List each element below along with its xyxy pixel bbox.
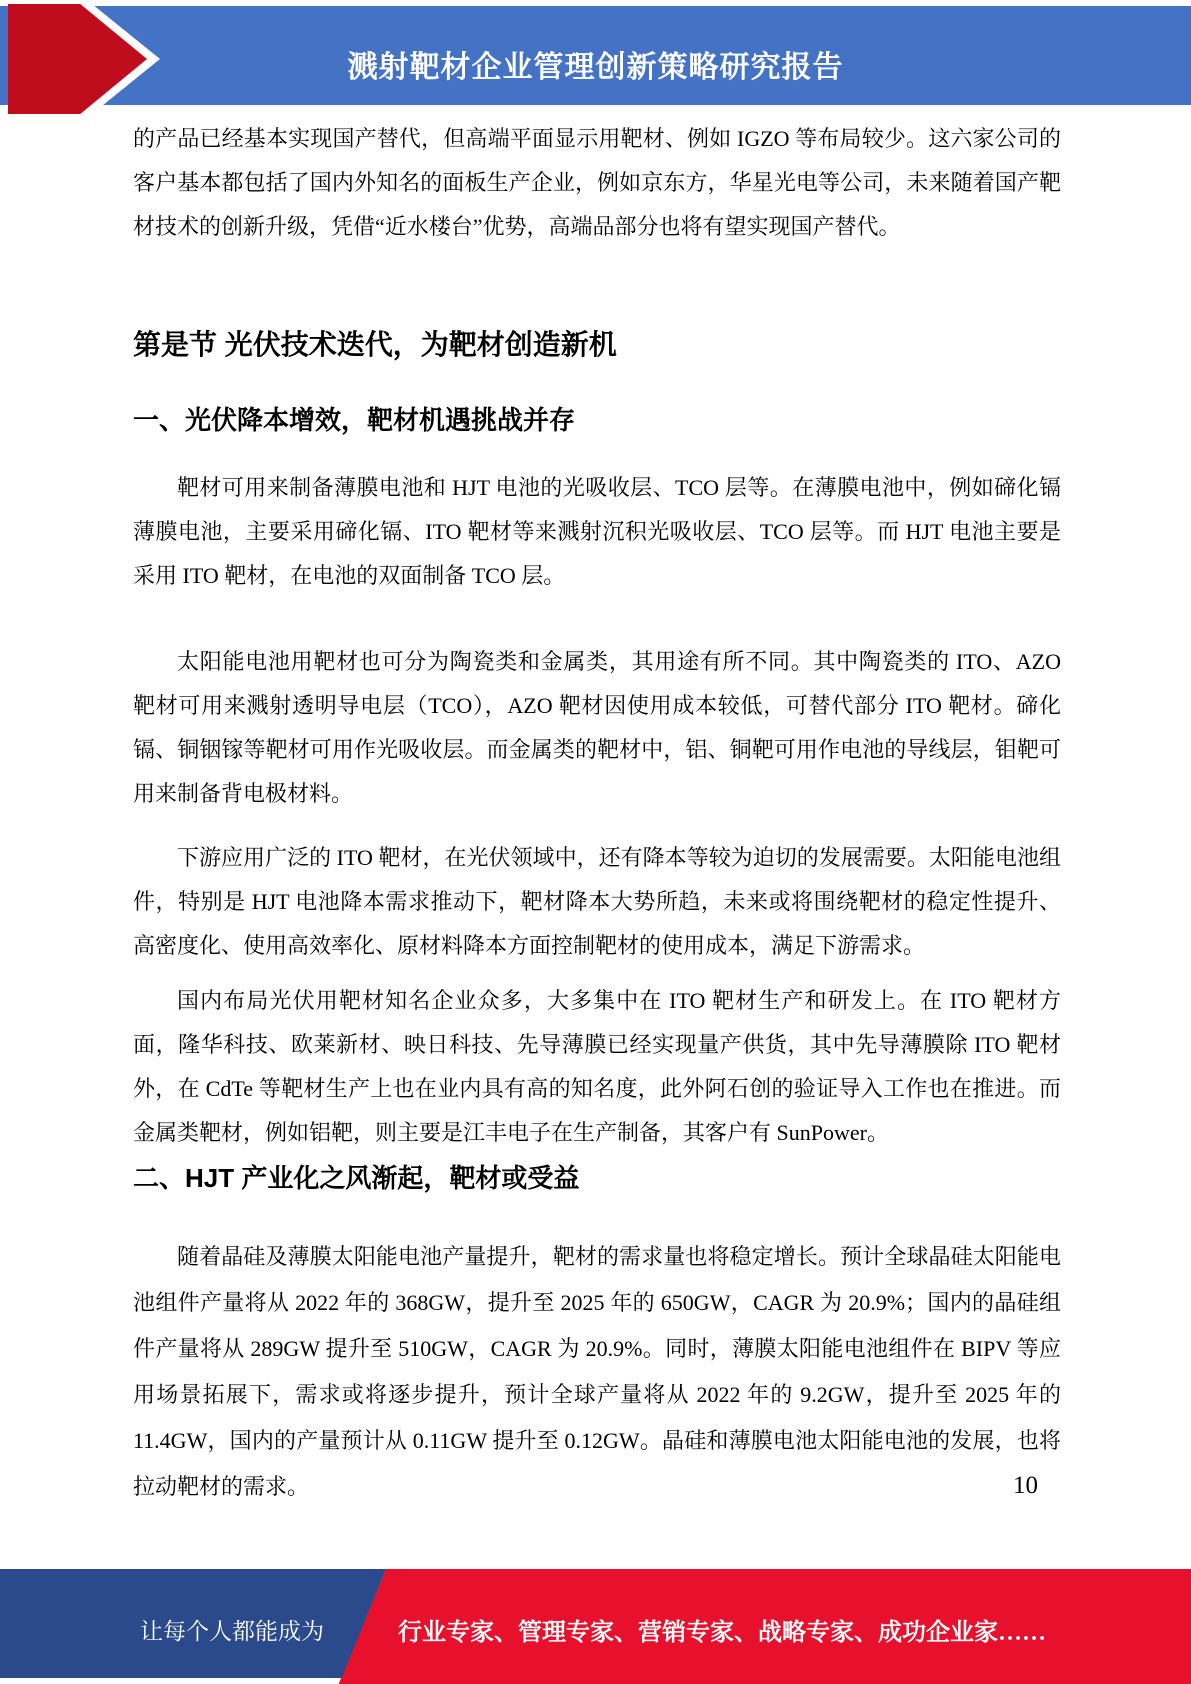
chevron-fill — [8, 4, 147, 114]
paragraph-s1-p3: 下游应用广泛的 ITO 靶材，在光伏领域中，还有降本等较为迫切的发展需要。太阳能电池组件，特别是 HJT 电池降本需求推动下，靶材降本大势所趋，未来或将围绕靶材的稳定性提升、高密度化、使用高效率化、原材料降本方面控制靶材的使用成本，满足下游需求。 — [133, 845, 1061, 958]
subsection-heading-1: 一、光伏降本增效，靶材机遇挑战并存 — [133, 405, 576, 435]
footer-slogan-right: 行业专家、管理专家、营销专家、战略专家、成功企业家…… — [398, 1620, 1046, 1646]
report-title: 溅射靶材企业管理创新策略研究报告 — [347, 51, 844, 84]
section-heading: 第是节 光伏技术迭代，为靶材创造新机 — [133, 329, 617, 360]
header-banner — [0, 6, 1191, 105]
paragraph-s1-p4: 国内布局光伏用靶材知名企业众多，大多集中在 ITO 靶材生产和研发上。在 ITO 靶材方面，隆华科技、欧莱新材、映日科技、先导薄膜已经实现量产供货，其中先导薄膜除 ITO 靶材外，在 CdTe 等靶材生产上也在业内具有高的知名度，此外阿石创的验证导入工作也在推进。而金属类靶材，例如铝靶，则主要是江丰电子在生产制备，其客户有 SunPower。 — [133, 988, 1061, 1145]
paragraph-s1-p1: 靶材可用来制备薄膜电池和 HJT 电池的光吸收层、TCO 层等。在薄膜电池中，例如碲化镉薄膜电池，主要采用碲化镉、ITO 靶材等来溅射沉积光吸收层、TCO 层等。而 HJT 电池主要是采用 ITO 靶材，在电池的双面制备 TCO 层。 — [133, 475, 1061, 588]
subsection-heading-2: 二、HJT 产业化之风渐起，靶材或受益 — [133, 1163, 580, 1193]
paragraph-s1-p2: 太阳能电池用靶材也可分为陶瓷类和金属类，其用途有所不同。其中陶瓷类的 ITO、AZO 靶材可用来溅射透明导电层（TCO），AZO 靶材因使用成本较低，可替代部分 ITO 靶材。碲化镉、铜铟镓等靶材可用作光吸收层。而金属类的靶材中，铝、铜靶可用作电池的导线层，钼靶可用来制备背电极材料。 — [133, 649, 1061, 806]
footer-slogan-left: 让每个人都能成为 — [140, 1619, 324, 1644]
paragraph-s2-p1: 随着晶硅及薄膜太阳能电池产量提升，靶材的需求量也将稳定增长。预计全球晶硅太阳能电池组件产量将从 2022 年的 368GW，提升至 2025 年的 650GW，CAGR 为 20.9%；国内的晶硅组件产量将从 289GW 提升至 510GW，CAGR 为 20.9%。同时，薄膜太阳能电池组件在 BIPV 等应用场景拓展下，需求或将逐步提升，预计全球产量将从 2022 年的 9.2GW，提升至 2025 年的 11.4GW，国内的产量预计从 0.11GW 提升至 0.12GW。晶硅和薄膜电池太阳能电池的发展，也将拉动靶材的需求。 — [133, 1244, 1061, 1499]
page-number: 10 — [1013, 1472, 1038, 1499]
red-chevron-icon — [8, 0, 160, 118]
intro-paragraph: 的产品已经基本实现国产替代，但高端平面显示用靶材、例如 IGZO 等布局较少。这六家公司的客户基本都包括了国内外知名的面板生产企业，例如京东方，华星光电等公司，未来随着国产靶材技术的创新升级，凭借“近水楼台”优势，高端品部分也将有望实现国产替代。 — [133, 126, 1061, 239]
